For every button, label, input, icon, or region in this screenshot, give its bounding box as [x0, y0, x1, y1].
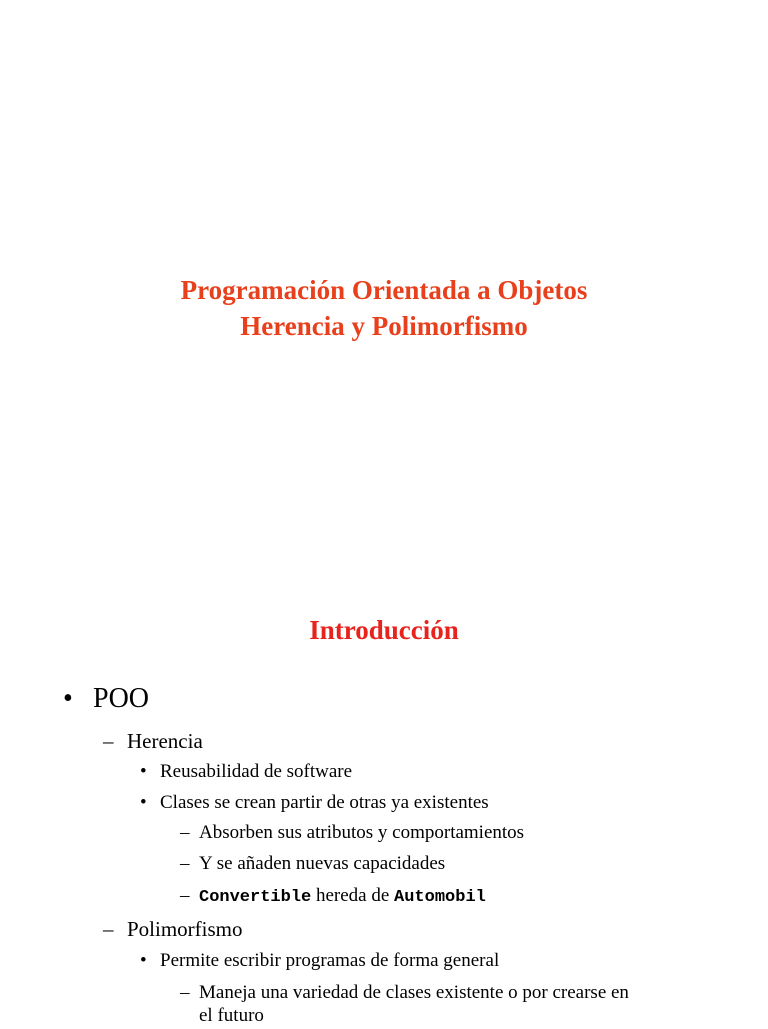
list-item-label: Clases se crean partir de otras ya existentes	[160, 792, 489, 813]
list-item-poo	[63, 682, 149, 716]
example-connector: hereda de	[311, 885, 395, 906]
dash-icon: –	[180, 885, 190, 906]
list-item	[140, 759, 352, 785]
class-name-convertible: Convertible	[199, 888, 312, 907]
slide-title-line1: Programación Orientada a Objetos	[180, 275, 588, 305]
dash-icon: –	[180, 982, 190, 1003]
bullet-icon: •	[63, 683, 73, 714]
list-item	[140, 948, 499, 974]
list-item	[140, 790, 489, 816]
list-item-herencia	[103, 727, 203, 755]
list-item-label: Herencia	[127, 729, 203, 753]
dash-icon: –	[103, 917, 114, 941]
list-item	[180, 851, 445, 877]
list-item-label: el futuro	[199, 1005, 264, 1026]
list-item-label: Maneja una variedad de clases existente o por crearse en	[199, 982, 629, 1003]
bullet-icon: •	[140, 761, 147, 782]
example-line	[199, 885, 486, 906]
slide-title-line2: Herencia y Polimorfismo	[240, 311, 528, 341]
list-item-label: POO	[93, 683, 150, 714]
section-title: Introducción	[309, 615, 459, 645]
dash-icon: –	[103, 729, 114, 753]
list-item-label: Permite escribir programas de forma general	[160, 950, 500, 971]
list-item-label: Y se añaden nuevas capacidades	[199, 853, 446, 874]
list-item-label: Reusabilidad de software	[160, 761, 353, 782]
list-item-continuation	[199, 1003, 264, 1029]
list-item-label: Absorben sus atributos y comportamientos	[199, 822, 525, 843]
list-item	[180, 820, 524, 846]
slide-title	[0, 272, 768, 344]
list-item-polimorfismo	[103, 915, 243, 943]
list-item-example	[180, 883, 486, 911]
class-name-automobil: Automobil	[394, 888, 486, 907]
bullet-icon: •	[140, 792, 147, 813]
dash-icon: –	[180, 822, 190, 843]
bullet-icon: •	[140, 950, 147, 971]
dash-icon: –	[180, 853, 190, 874]
list-item-label: Polimorfismo	[127, 917, 243, 941]
